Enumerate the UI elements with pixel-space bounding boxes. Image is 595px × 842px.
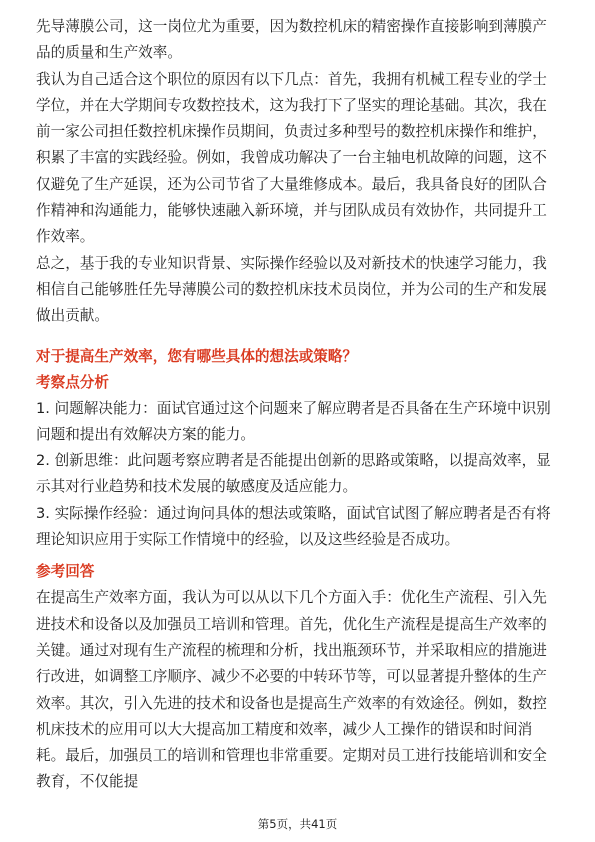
intro-paragraph-2: 我认为自己适合这个职位的原因有以下几点：首先，我拥有机械工程专业的学士学位，并在大学期间专攻数控技术，这为我打下了坚实的理论基础。其次，我在前一家公司担任数控机床操作员期间，负责过多种型号的数控机床操作和维护，积累了丰富的实践经验。例如，我曾成功解决了一台主轴电机故障的问题，这不仅避免了生产延误，还为公司节省了大量维修成本。最后，我具备良好的团队合作精神和沟通能力，能够快速融入新环境，并与团队成员有效协作，共同提升工作效率。 bbox=[36, 70, 547, 246]
document-page bbox=[36, 14, 559, 796]
question-title: 对于提高生产效率，您有哪些具体的想法或策略？ bbox=[36, 347, 358, 365]
page-number-footer: 第5页，共41页 bbox=[257, 817, 338, 831]
answer-heading: 参考回答 bbox=[36, 563, 95, 581]
intro-paragraph-3: 总之，基于我的专业知识背景、实际操作经验以及对新技术的快速学习能力，我相信自己能够胜任先导薄膜公司的数控机床技术员岗位，并为公司的生产和发展做出贡献。 bbox=[36, 254, 547, 325]
analysis-item-1: 1. 问题解决能力：面试官通过这个问题来了解应聘者是否具备在生产环境中识别问题和提出有效解决方案的能力。 bbox=[36, 399, 551, 443]
analysis-item-3: 3. 实际操作经验：通过询问具体的想法或策略，面试官试图了解应聘者是否有将理论知识应用于实际工作情境中的经验，以及这些经验是否成功。 bbox=[36, 504, 551, 549]
analysis-item-2: 2. 创新思维：此问题考察应聘者是否能提出创新的思路或策略，以提高效率，显示其对行业趋势和技术发展的敏感度及适应能力。 bbox=[36, 452, 551, 496]
intro-paragraph-1: 先导薄膜公司，这一岗位尤为重要，因为数控机床的精密操作直接影响到薄膜产品的质量和生产效率。 bbox=[36, 18, 547, 62]
answer-paragraph-1: 在提高生产效率方面，我认为可以从以下几个方面入手：优化生产流程、引入先进技术和设备以及加强员工培训和管理。首先，优化生产流程是提高生产效率的关键。通过对现有生产流程的梳理和分析，找出瓶颈环节，并采取相应的措施进行改进，如调整工序顺序、减少不必要的中转环节等，可以显著提升整体的生产效率。其次，引入先进的技术和设备也是提高生产效率的有效途径。例如，数控机床技术的应用可以大大提高加工精度和效率，减少人工操作的错误和时间消耗。最后，加强员工的培训和管理也非常重要。定期对员工进行技能培训和安全教育，不仅能提 bbox=[36, 589, 547, 791]
analysis-heading: 考察点分析 bbox=[36, 373, 109, 391]
